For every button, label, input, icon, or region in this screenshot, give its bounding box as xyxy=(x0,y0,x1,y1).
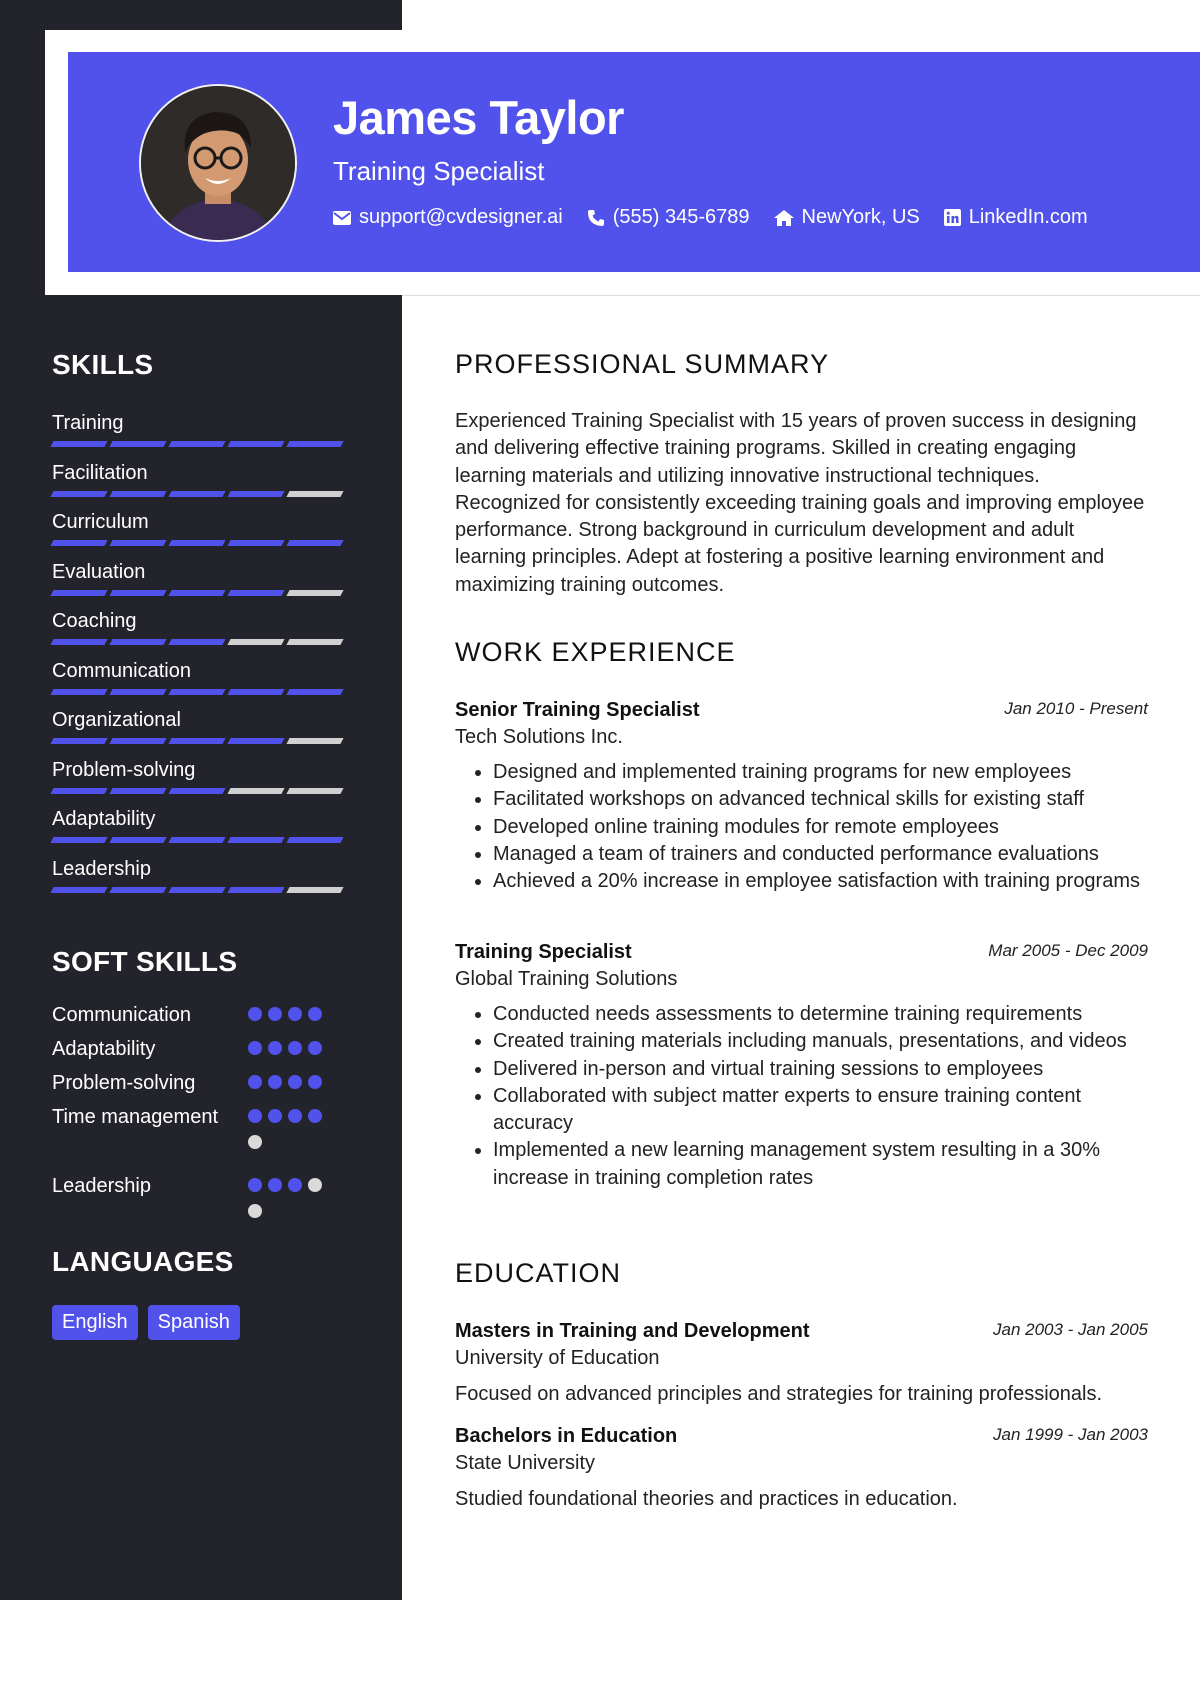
soft-skill-level-dot xyxy=(268,1075,282,1089)
skill-level-segment xyxy=(227,788,284,794)
skill-level-segment xyxy=(168,738,225,744)
skill-level-segment xyxy=(109,689,166,695)
soft-skill-level-dot xyxy=(308,1178,322,1192)
skill-level-segment xyxy=(109,590,166,596)
location-text: NewYork, US xyxy=(801,206,920,228)
skill-level-segment xyxy=(168,491,225,497)
skill-level-segment xyxy=(50,491,107,497)
skill-level-bars xyxy=(52,837,352,843)
skill-level-segment xyxy=(50,639,107,645)
skill-level-bars xyxy=(52,689,352,695)
skill-level-segment xyxy=(168,540,225,546)
skill-level-segment xyxy=(286,639,343,645)
job-title: Training Specialist xyxy=(455,941,632,963)
skill-level-bars xyxy=(52,441,352,447)
skill-level-segment xyxy=(109,540,166,546)
soft-skills-heading: SOFT SKILLS xyxy=(52,946,238,977)
skill-level-segment xyxy=(109,639,166,645)
skill-level-segment xyxy=(286,788,343,794)
job-title: Senior Training Specialist xyxy=(455,699,700,721)
soft-skill-level-dots xyxy=(248,1041,338,1055)
skill-level-segment xyxy=(286,590,343,596)
skill-level-segment xyxy=(227,540,284,546)
job-date: Jan 2010 - Present xyxy=(1004,699,1148,718)
home-icon xyxy=(774,210,794,226)
skill-item xyxy=(52,807,352,843)
soft-skill-level-dot xyxy=(248,1135,262,1149)
skill-label: Problem-solving xyxy=(52,758,196,781)
soft-skill-level-dot xyxy=(268,1109,282,1123)
skill-level-segment xyxy=(50,590,107,596)
job-bullet: • Conducted needs assessments to determine training requirements xyxy=(493,1001,1148,1028)
job-entry xyxy=(455,939,1148,1192)
soft-skill-level-dot xyxy=(268,1007,282,1021)
skill-level-segment xyxy=(168,590,225,596)
soft-skill-level-dot xyxy=(248,1075,262,1089)
header-frame xyxy=(45,30,1200,295)
skill-level-bars xyxy=(52,738,352,744)
contact-location xyxy=(774,206,920,229)
skill-level-segment xyxy=(50,441,107,447)
skill-item xyxy=(52,708,352,744)
job-company: Global Training Solutions xyxy=(455,968,678,990)
contact-email[interactable] xyxy=(333,206,563,229)
soft-skill-level-dot xyxy=(308,1041,322,1055)
skill-level-segment xyxy=(227,441,284,447)
skill-level-segment xyxy=(109,491,166,497)
skill-level-segment xyxy=(50,887,107,893)
soft-skill-label: Adaptability xyxy=(52,1038,156,1060)
languages-list xyxy=(52,1305,240,1340)
summary-text: Experienced Training Specialist with 15 years of proven success in designing and delivering effective training programs. Skilled in creating engaging learning materials and utilizing innovative instructional techniques. Recognized for consistently exceeding training goals and improving employee performance. Strong background in curriculum development and adult learning principles. Adept at fostering a positive learning environment and maximizing training outcomes. xyxy=(455,410,1145,596)
skill-level-segment xyxy=(50,837,107,843)
soft-skill-level-dot xyxy=(288,1041,302,1055)
job-bullet: • Developed online training modules for remote employees xyxy=(493,814,1148,841)
soft-skill-label: Leadership xyxy=(52,1175,151,1197)
skill-level-segment xyxy=(168,689,225,695)
job-bullet: • Created training materials including manuals, presentations, and videos xyxy=(493,1028,1148,1055)
skill-label: Curriculum xyxy=(52,511,149,533)
skill-item xyxy=(52,609,352,645)
skill-level-segment xyxy=(227,887,284,893)
soft-skill-level-dot xyxy=(308,1007,322,1021)
skill-level-segment xyxy=(168,837,225,843)
soft-skill-level-dot xyxy=(248,1041,262,1055)
phone-icon xyxy=(587,209,605,227)
experience-heading: WORK EXPERIENCE xyxy=(455,637,736,667)
language-tag: Spanish xyxy=(148,1305,240,1340)
skill-level-segment xyxy=(286,540,343,546)
skill-level-segment xyxy=(168,788,225,794)
job-entry xyxy=(455,697,1148,895)
skill-label: Communication xyxy=(52,659,191,682)
skill-level-segment xyxy=(109,788,166,794)
header-banner xyxy=(68,52,1200,272)
soft-skill-level-dot xyxy=(288,1178,302,1192)
job-bullet: • Delivered in-person and virtual training sessions to employees xyxy=(493,1056,1148,1083)
contact-linkedin[interactable] xyxy=(944,206,1088,229)
header-divider xyxy=(402,295,1200,296)
skill-label: Coaching xyxy=(52,610,137,632)
skill-level-segment xyxy=(109,837,166,843)
contact-list xyxy=(333,206,1088,229)
skill-item xyxy=(52,510,352,546)
job-bullets xyxy=(455,759,1148,895)
envelope-icon xyxy=(333,211,351,225)
summary-heading: PROFESSIONAL SUMMARY xyxy=(455,349,830,379)
soft-skill-level-dot xyxy=(248,1007,262,1021)
education-date: Jan 2003 - Jan 2005 xyxy=(992,1320,1148,1339)
linkedin-icon xyxy=(944,209,961,226)
skill-item xyxy=(52,659,352,695)
skill-label: Leadership xyxy=(52,857,151,880)
skill-level-segment xyxy=(227,738,284,744)
avatar xyxy=(139,84,297,242)
skill-level-bars xyxy=(52,491,352,497)
skill-level-bars xyxy=(52,887,352,893)
job-company: Tech Solutions Inc. xyxy=(455,726,623,748)
education-heading: EDUCATION xyxy=(455,1258,622,1288)
skill-level-bars xyxy=(52,788,352,794)
skill-level-segment xyxy=(286,491,343,497)
education-description: Studied foundational theories and practices in education. xyxy=(455,1488,958,1510)
degree-title: Masters in Training and Development xyxy=(455,1320,810,1342)
skill-level-segment xyxy=(227,689,284,695)
skill-level-segment xyxy=(50,738,107,744)
skill-level-segment xyxy=(50,689,107,695)
skill-item xyxy=(52,758,352,794)
skill-level-segment xyxy=(286,689,343,695)
soft-skill-label: Time management xyxy=(52,1106,218,1128)
soft-skill-level-dots xyxy=(248,1007,338,1021)
languages-heading: LANGUAGES xyxy=(52,1246,234,1277)
contact-phone[interactable] xyxy=(587,206,750,229)
job-bullet: • Collaborated with subject matter experts to ensure training content accuracy xyxy=(493,1083,1148,1138)
education-description: Focused on advanced principles and strategies for training professionals. xyxy=(455,1383,1103,1405)
job-bullet: • Facilitated workshops on advanced technical skills for existing staff xyxy=(493,786,1148,813)
soft-skill-level-dot xyxy=(308,1075,322,1089)
school-name: University of Education xyxy=(455,1347,660,1369)
education-entry xyxy=(455,1318,1148,1408)
soft-skill-label: Communication xyxy=(52,1004,191,1026)
soft-skill-level-dot xyxy=(248,1178,262,1192)
skills-heading: SKILLS xyxy=(52,349,154,380)
education-entry xyxy=(455,1423,1148,1513)
candidate-name: James Taylor xyxy=(333,91,624,144)
job-bullet: • Designed and implemented training programs for new employees xyxy=(493,759,1148,786)
skill-label: Training xyxy=(52,412,124,434)
soft-skill-label: Problem-solving xyxy=(52,1072,196,1094)
language-tag: English xyxy=(52,1305,138,1340)
skill-level-segment xyxy=(168,441,225,447)
soft-skill-level-dot xyxy=(288,1109,302,1123)
skill-item xyxy=(52,411,352,447)
skill-label: Facilitation xyxy=(52,461,148,484)
soft-skill-level-dot xyxy=(308,1109,322,1123)
soft-skill-level-dot xyxy=(288,1075,302,1089)
skill-level-segment xyxy=(227,639,284,645)
phone-text: (555) 345-6789 xyxy=(612,206,750,228)
job-bullet: • Implemented a new learning management system resulting in a 30% increase in training completion rates xyxy=(493,1137,1148,1192)
school-name: State University xyxy=(455,1452,596,1474)
soft-skill-level-dot xyxy=(248,1109,262,1123)
skill-level-segment xyxy=(286,837,343,843)
skill-level-segment xyxy=(168,887,225,893)
job-bullet: • Achieved a 20% increase in employee satisfaction with training programs xyxy=(493,868,1148,895)
email-text: support@cvdesigner.ai xyxy=(359,206,563,228)
candidate-title: Training Specialist xyxy=(333,156,545,186)
skill-level-segment xyxy=(168,639,225,645)
skill-item xyxy=(52,560,352,596)
skill-level-segment xyxy=(50,788,107,794)
skill-level-bars xyxy=(52,590,352,596)
skill-level-segment xyxy=(227,491,284,497)
soft-skill-level-dot xyxy=(268,1178,282,1192)
education-date: Jan 1999 - Jan 2003 xyxy=(992,1425,1148,1444)
soft-skill-level-dot xyxy=(288,1007,302,1021)
skill-label: Evaluation xyxy=(52,560,146,583)
skill-level-segment xyxy=(286,738,343,744)
skill-level-segment xyxy=(109,738,166,744)
soft-skill-level-dot xyxy=(268,1041,282,1055)
soft-skill-level-dots xyxy=(248,1075,338,1089)
skill-level-bars xyxy=(52,639,352,645)
job-bullets xyxy=(455,1001,1148,1192)
skill-level-segment xyxy=(109,441,166,447)
skill-level-segment xyxy=(109,887,166,893)
skill-item xyxy=(52,857,352,893)
soft-skill-level-dots xyxy=(248,1109,338,1149)
job-bullet: • Managed a team of trainers and conducted performance evaluations xyxy=(493,841,1148,868)
linkedin-text: LinkedIn.com xyxy=(968,206,1088,228)
soft-skill-level-dot xyxy=(248,1204,262,1218)
skill-level-segment xyxy=(286,441,343,447)
skill-label: Adaptability xyxy=(52,808,156,830)
soft-skill-level-dots xyxy=(248,1178,338,1218)
skill-label: Organizational xyxy=(52,709,181,731)
skill-level-segment xyxy=(50,540,107,546)
skill-level-bars xyxy=(52,540,352,546)
skill-level-segment xyxy=(286,887,343,893)
skill-item xyxy=(52,461,352,497)
skill-level-segment xyxy=(227,590,284,596)
degree-title: Bachelors in Education xyxy=(455,1425,678,1447)
skill-level-segment xyxy=(227,837,284,843)
job-date: Mar 2005 - Dec 2009 xyxy=(988,941,1148,960)
